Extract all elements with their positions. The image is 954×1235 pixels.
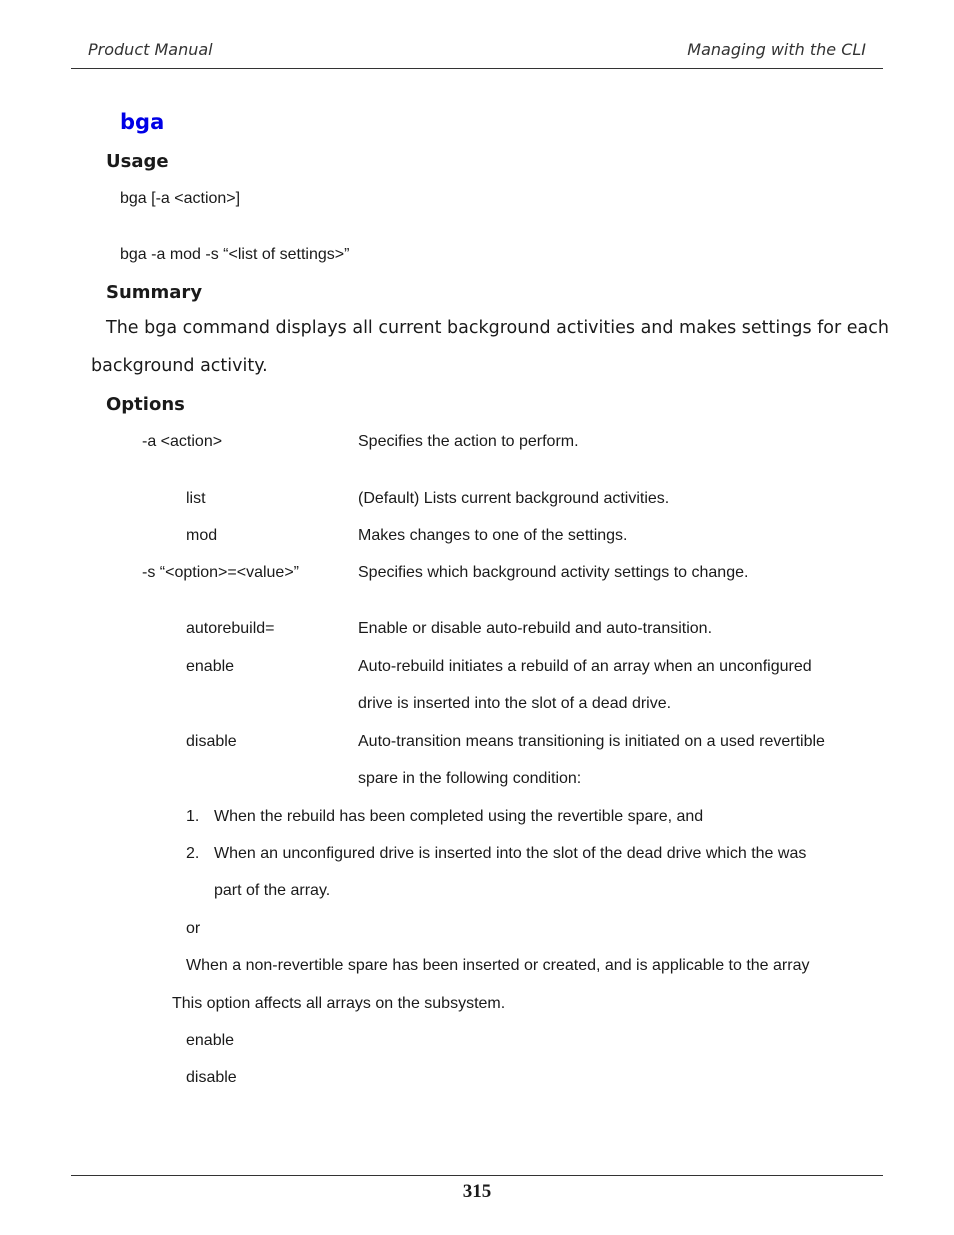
- option-desc: drive is inserted into the slot of a dead drive.: [358, 695, 672, 712]
- command-title: bga: [120, 110, 165, 134]
- footer-rule: [71, 1175, 883, 1176]
- option-desc: Auto-transition means transitioning is initiated on a used revertible: [358, 733, 825, 750]
- option-desc: Specifies the action to perform.: [358, 433, 579, 450]
- summary-text-line2: background activity.: [91, 356, 268, 376]
- affects-note: This option affects all arrays on the subsystem.: [172, 995, 506, 1012]
- option-term: -a <action>: [142, 433, 223, 450]
- option-desc: Enable or disable auto-rebuild and auto-transition.: [358, 620, 713, 637]
- page-number: 315: [462, 1181, 492, 1202]
- option-term: disable: [186, 733, 237, 750]
- option-term: list: [186, 490, 206, 507]
- list-item: When the rebuild has been completed using the revertible spare, and: [214, 808, 704, 825]
- header-left: Product Manual: [88, 40, 213, 59]
- list-number: 1.: [186, 808, 200, 825]
- option-desc: Makes changes to one of the settings.: [358, 527, 628, 544]
- usage-line: bga -a mod -s “<list of settings>”: [120, 246, 350, 263]
- option-term: mod: [186, 527, 218, 544]
- usage-line: bga [-a <action>]: [120, 190, 241, 207]
- option-desc: spare in the following condition:: [358, 770, 582, 787]
- option-desc: Auto-rebuild initiates a rebuild of an array when an unconfigured: [358, 658, 812, 675]
- options-heading: Options: [106, 394, 185, 415]
- summary-heading: Summary: [106, 282, 203, 303]
- option-desc: Specifies which background activity settings to change.: [358, 564, 749, 581]
- list-item: When an unconfigured drive is inserted into the slot of the dead drive which the was: [214, 845, 807, 862]
- list-item: part of the array.: [214, 882, 331, 899]
- list-number: 2.: [186, 845, 200, 862]
- usage-heading: Usage: [106, 151, 169, 172]
- option-term: enable: [186, 658, 235, 675]
- header-rule: [71, 68, 883, 69]
- option-term: autorebuild=: [186, 620, 275, 637]
- header-right: Managing with the CLI: [687, 40, 866, 59]
- option-desc: (Default) Lists current background activities.: [358, 490, 670, 507]
- summary-text-line1: The bga command displays all current background activities and makes settings for each: [106, 318, 889, 338]
- option-term: -s “<option>=<value>”: [142, 564, 299, 581]
- value-enable: enable: [186, 1032, 235, 1049]
- nonrevertible-text: When a non-revertible spare has been inserted or created, and is applicable to the array: [186, 957, 810, 974]
- value-disable: disable: [186, 1069, 237, 1086]
- or-text: or: [186, 920, 201, 937]
